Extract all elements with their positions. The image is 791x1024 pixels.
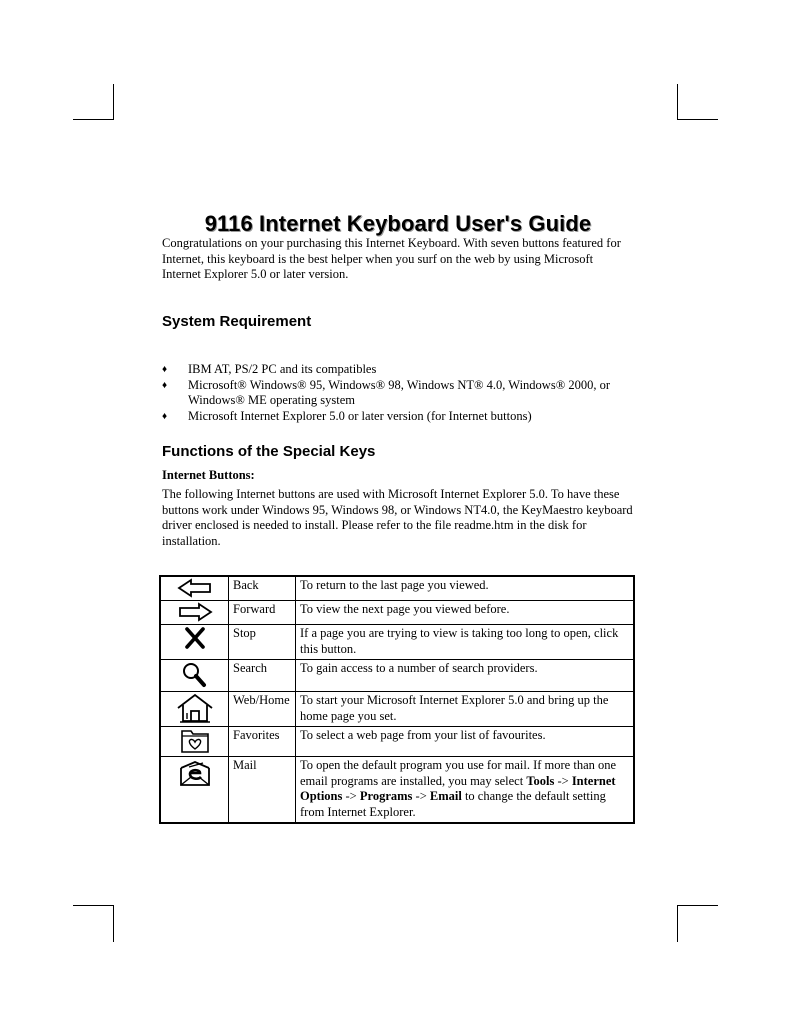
crop-mark <box>677 905 678 942</box>
diamond-bullet-icon: ♦ <box>162 379 168 391</box>
table-row <box>160 660 634 692</box>
intro-paragraph: Congratulations on your purchasing this Internet Keyboard. With seven buttons featured for Internet, this keyboard is the best helper when you surf on the web by using Microsoft Internet Explorer 5.0 or later version. <box>162 236 621 281</box>
crop-mark <box>73 119 114 120</box>
mail-desc-arrow: -> <box>412 789 430 803</box>
key-description: To gain access to a number of search providers. <box>296 660 635 692</box>
favorites-folder-icon <box>178 728 212 754</box>
key-name: Stop <box>229 625 296 660</box>
list-item-text: Microsoft® Windows® 95, Windows® 98, Windows NT® 4.0, Windows® 2000, or Windows® ME operating system <box>188 377 610 407</box>
diamond-bullet-icon: ♦ <box>162 364 168 375</box>
key-description: If a page you are trying to view is taking too long to open, click this button. <box>296 625 635 660</box>
key-description: To select a web page from your list of favourites. <box>296 727 635 757</box>
table-row <box>160 601 634 625</box>
mail-desc-internet-options: Internet Options <box>300 773 616 803</box>
crop-mark <box>73 905 114 906</box>
crop-mark <box>113 905 114 942</box>
key-name: Favorites <box>229 727 296 757</box>
document-title: 9116 Internet Keyboard User's Guide <box>204 210 592 236</box>
mail-desc-tools: Tools <box>526 773 555 788</box>
mail-desc-arrow: -> <box>342 789 360 803</box>
mail-desc-email: Email <box>429 789 462 803</box>
key-description: To view the next page you viewed before. <box>296 601 635 625</box>
key-name: Web/Home <box>229 692 296 727</box>
list-item <box>162 409 634 425</box>
home-icon <box>175 693 215 723</box>
back-arrow-icon <box>177 578 213 598</box>
table-row <box>160 625 634 660</box>
key-name: Search <box>229 660 296 692</box>
magnifier-icon <box>180 661 210 689</box>
table-row <box>160 727 634 757</box>
crop-mark <box>677 905 718 906</box>
requirement-list <box>162 362 634 424</box>
table-row <box>160 692 634 727</box>
forward-arrow-icon <box>177 602 213 622</box>
internet-buttons-subheading: Internet Buttons: <box>162 468 255 482</box>
table-row <box>160 576 634 601</box>
functions-heading: Functions of the Special Keys <box>162 443 376 460</box>
key-description <box>296 757 635 824</box>
key-name: Back <box>229 576 296 601</box>
mail-desc-arrow: -> <box>554 773 572 788</box>
list-item-text: Microsoft Internet Explorer 5.0 or later version (for Internet buttons) <box>188 408 532 423</box>
key-description: To return to the last page you viewed. <box>296 576 635 601</box>
diamond-bullet-icon: ♦ <box>162 410 168 422</box>
list-item <box>162 362 634 378</box>
key-name: Forward <box>229 601 296 625</box>
list-item <box>162 378 634 409</box>
functions-paragraph: The following Internet buttons are used with Microsoft Internet Explorer 5.0. To have these buttons work under Windows 95, Windows 98, or Windows NT4.0, the KeyMaestro keyboard driver enclosed is needed to install. Please refer to the file readme.htm in the disk for installation. <box>162 487 633 548</box>
special-keys-table <box>159 575 635 824</box>
mail-envelope-icon <box>177 758 213 788</box>
crop-mark <box>677 84 678 120</box>
mail-desc-text: To open the default program you use for mail. If more than one email programs are installed, you may select <box>300 758 617 788</box>
stop-x-icon <box>182 626 208 650</box>
mail-desc-text: to change the default setting from Internet Explorer. <box>300 789 606 819</box>
key-name: Mail <box>229 757 296 824</box>
crop-mark <box>677 119 718 120</box>
table-row <box>160 757 634 824</box>
crop-mark <box>113 84 114 120</box>
mail-desc-programs: Programs <box>359 789 413 803</box>
list-item-text: IBM AT, PS/2 PC and its compatibles <box>188 362 377 376</box>
system-requirement-heading: System Requirement <box>162 313 312 330</box>
key-description: To start your Microsoft Internet Explorer 5.0 and bring up the home page you set. <box>296 692 635 727</box>
